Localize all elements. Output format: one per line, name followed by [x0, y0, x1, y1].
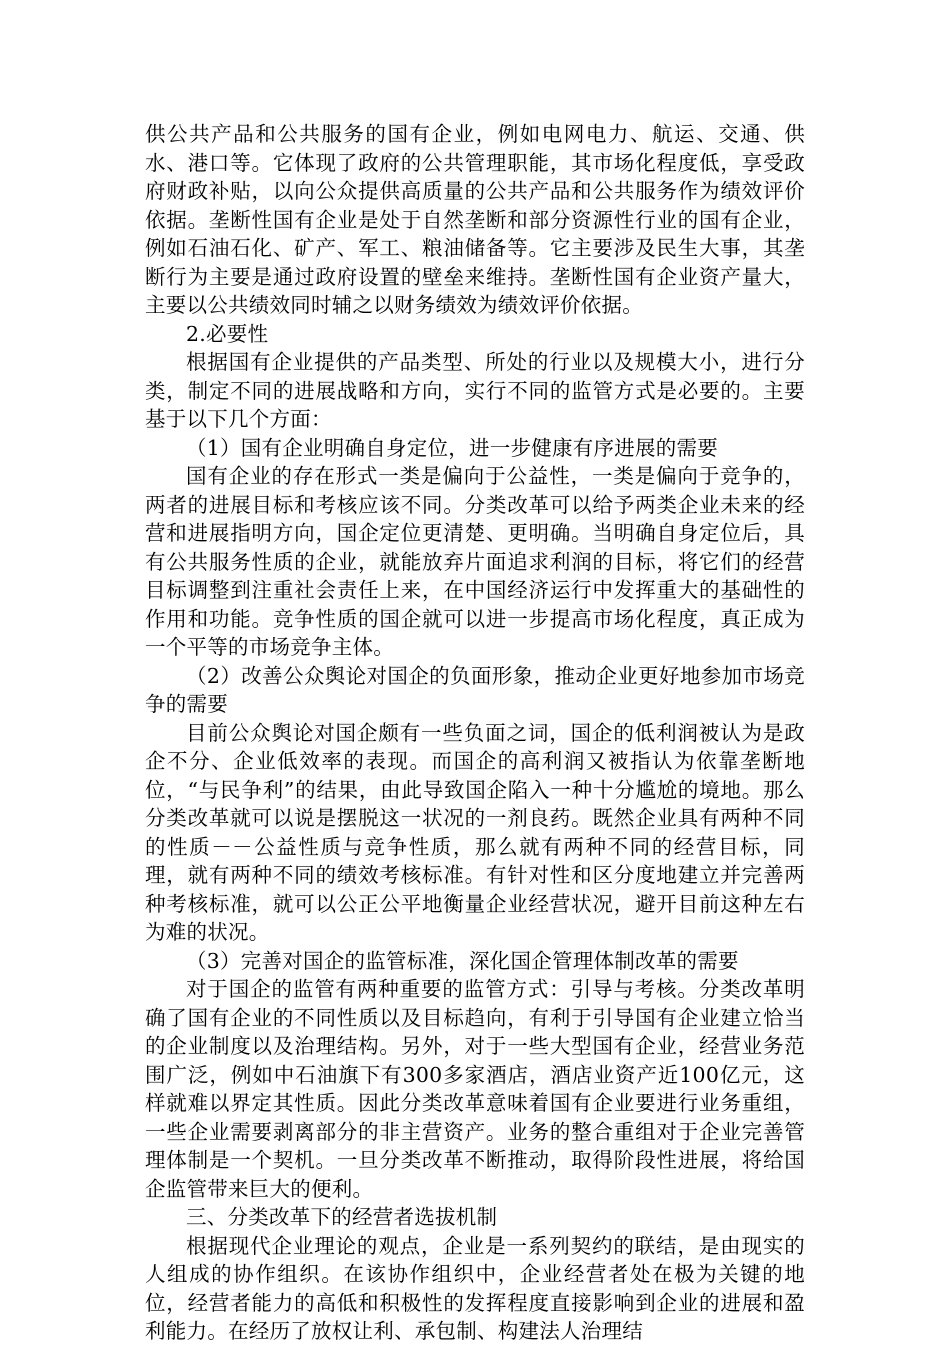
paragraph-positioning: 国有企业的存在形式一类是偏向于公益性，一类是偏向于竞争的，两者的进展目标和考核应该不同。分类改革可以给予两类企业未来的经营和进展指明方向，国企定位更清楚、更明确。当明确自身定位后，具有公共服务性质的企业，就能放弃片面追求利润的目标，将它们的经营目标调整到注重社会责任上来，在中国经济运行中发挥重大的基础性的作用和功能。竞争性质的国企就可以进一步提高市场化程度，真正成为一个平等的市场竞争主体。 — [145, 464, 805, 659]
subheading-public-image: （2）改善公众舆论对国企的负面形象，推动企业更好地参加市场竞争的需要 — [145, 663, 805, 716]
paragraph-selection: 根据现代企业理论的观点，企业是一系列契约的联结，是由现实的人组成的协作组织。在该协作组织中，企业经营者处在极为关键的地位，经营者能力的高低和积极性的发挥程度直接影响到企业的进展和盈利能力。在经历了放权让利、承包制、构建法人治理结 — [145, 1233, 805, 1343]
paragraph-supervision: 对于国企的监管有两种重要的监管方式：引导与考核。分类改革明确了国有企业的不同性质以及目标趋向，有利于引导国有企业建立恰当的企业制度以及治理结构。另外，对于一些大型国有企业，经营业务范围广泛，例如中石油旗下有300多家酒店，酒店业资产近100亿元，这样就难以界定其性质。因此分类改革意味着国有企业要进行业务重组，一些企业需要剥离部分的非主营资产。业务的整合重组对于企业完善管理体制是一个契机。一旦分类改革不断推动，取得阶段性进展，将给国企监管带来巨大的便利。 — [145, 977, 805, 1201]
section-heading-necessity: 2.必要性 — [186, 321, 269, 346]
paragraph-public-image: 目前公众舆论对国企颇有一些负面之词，国企的低利润被认为是政企不分、企业低效率的表现。而国企的高利润又被指认为依靠垄断地位，“与民争利”的结果，由此导致国企陷入一种十分尴尬的境地。那么分类改革就可以说是摆脱这一状况的一剂良药。既然企业具有两种不同的性质－－公益性质与竞争性质，那么就有两种不同的经营目标，同理，就有两种不同的绩效考核标准。有针对性和区分度地建立并完善两种考核标准，就可以公正公平地衡量企业经营状况，避开目前这种左右为难的状况。 — [145, 720, 805, 944]
document-page — [145, 120, 805, 1346]
paragraph-continuation: 供公共产品和公共服务的国有企业，例如电网电力、航运、交通、供水、港口等。它体现了政府的公共管理职能，其市场化程度低，享受政府财政补贴，以向公众提供高质量的公共产品和公共服务作为绩效评价依据。垄断性国有企业是处于自然垄断和部分资源性行业的国有企业，例如石油石化、矿产、军工、粮油储备等。它主要涉及民生大事，其垄断行为主要是通过政府设置的壁垒来维持。垄断性国有企业资产量大，主要以公共绩效同时辅之以财务绩效为绩效评价依据。 — [145, 122, 805, 317]
paragraph-necessity-intro: 根据国有企业提供的产品类型、所处的行业以及规模大小，进行分类，制定不同的进展战略和方向，实行不同的监管方式是必要的。主要基于以下几个方面： — [145, 350, 805, 431]
subheading-supervision: （3）完善对国企的监管标准，深化国企管理体制改革的需要 — [186, 948, 739, 973]
section-heading-selection: 三、分类改革下的经营者选拔机制 — [186, 1205, 498, 1229]
subheading-positioning: （1）国有企业明确自身定位，进一步健康有序进展的需要 — [186, 435, 719, 460]
